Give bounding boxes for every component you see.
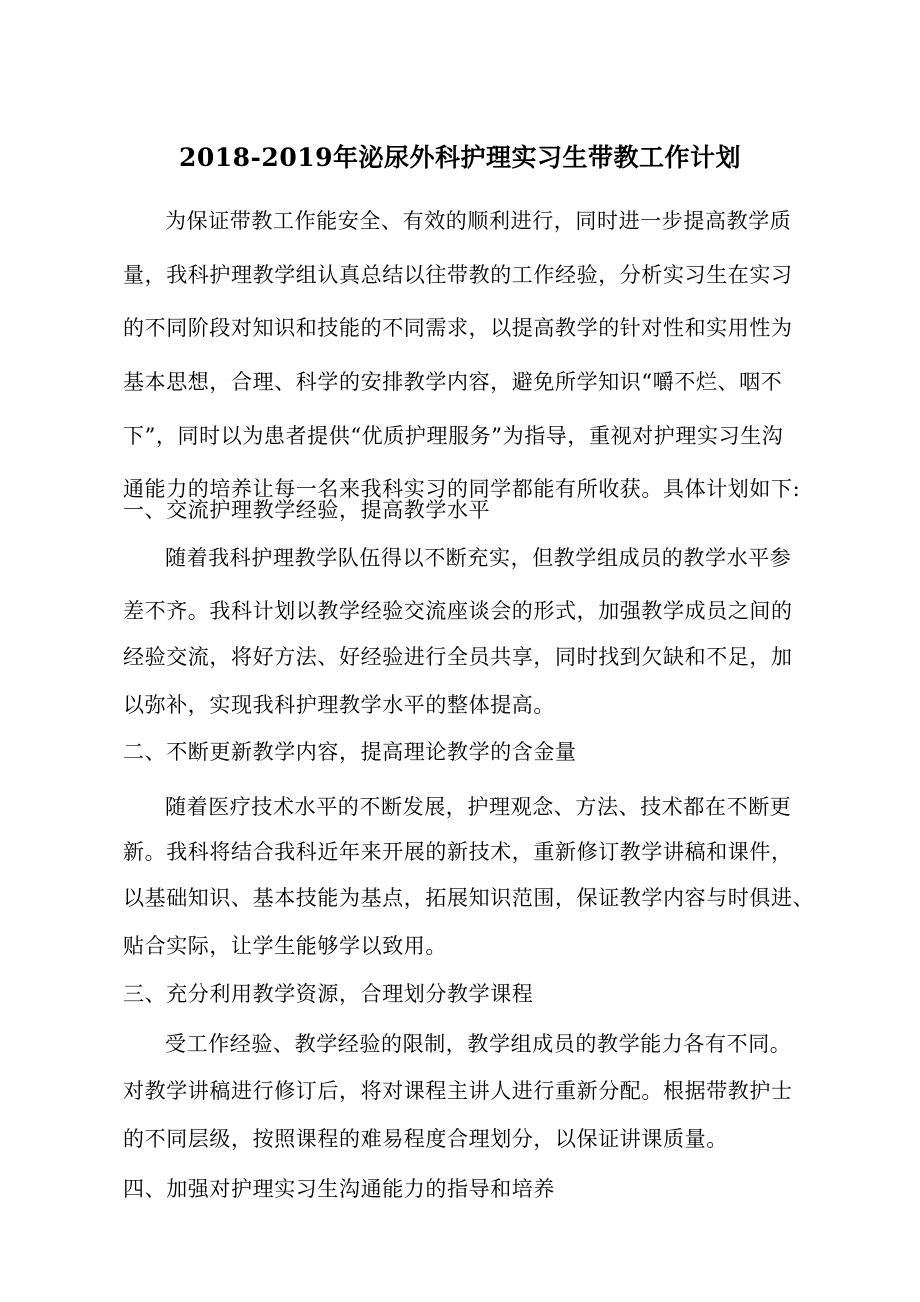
paragraph-line: 的不同层级，按照课程的难易程度合理划分，以保证讲课质量。	[123, 1127, 728, 1151]
paragraph-line: 随着我科护理教学队伍得以不断充实，但教学组成员的教学水平参	[165, 546, 792, 570]
paragraph-line: 受工作经验、教学经验的限制，教学组成员的教学能力各有不同。	[165, 1032, 792, 1056]
paragraph-line: 以基础知识、基本技能为基点，拓展知识范围，保证教学内容与时俱进、	[123, 886, 815, 910]
paragraph-line: 新。我科将结合我科近年来开展的新技术，重新修订教学讲稿和课件，	[123, 840, 793, 864]
paragraph-line: 通能力的培养让每一名来我科实习的同学都能有所收获。具体计划如下:	[123, 477, 801, 501]
document-title: 2018-2019年泌尿外科护理实习生带教工作计划	[178, 143, 742, 172]
paragraph-line: 的不同阶段对知识和技能的不同需求，以提高教学的针对性和实用性为	[123, 316, 793, 340]
paragraph-line: 差不齐。我科计划以教学经验交流座谈会的形式，加强教学成员之间的	[123, 599, 793, 623]
section-heading: 四、加强对护理实习生沟通能力的指导和培养	[123, 1177, 555, 1201]
paragraph-line: 下”，同时以为患者提供“优质护理服务”为指导，重视对护理实习生沟	[123, 424, 784, 448]
paragraph-line: 基本思想，合理、科学的安排教学内容，避免所学知识“嚼不烂、咽不	[123, 370, 783, 394]
paragraph-line: 以弥补，实现我科护理教学水平的整体提高。	[123, 693, 555, 717]
section-heading: 二、不断更新教学内容，提高理论教学的含金量	[123, 740, 577, 764]
paragraph-line: 量，我科护理教学组认真总结以往带教的工作经验，分析实习生在实习	[123, 263, 793, 287]
paragraph-line: 贴合实际，让学生能够学以致用。	[123, 934, 447, 958]
paragraph-line: 为保证带教工作能安全、有效的顺利进行，同时进一步提高教学质	[165, 209, 792, 233]
paragraph-line: 随着医疗技术水平的不断发展，护理观念、方法、技术都在不断更	[165, 795, 792, 819]
section-heading: 一、交流护理教学经验，提高教学水平	[123, 498, 491, 522]
paragraph-line: 经验交流，将好方法、好经验进行全员共享，同时找到欠缺和不足，加	[123, 645, 793, 669]
paragraph-line: 对教学讲稿进行修订后，将对课程主讲人进行重新分配。根据带教护士	[123, 1079, 793, 1103]
section-heading: 三、充分利用教学资源，合理划分教学课程	[123, 982, 534, 1006]
